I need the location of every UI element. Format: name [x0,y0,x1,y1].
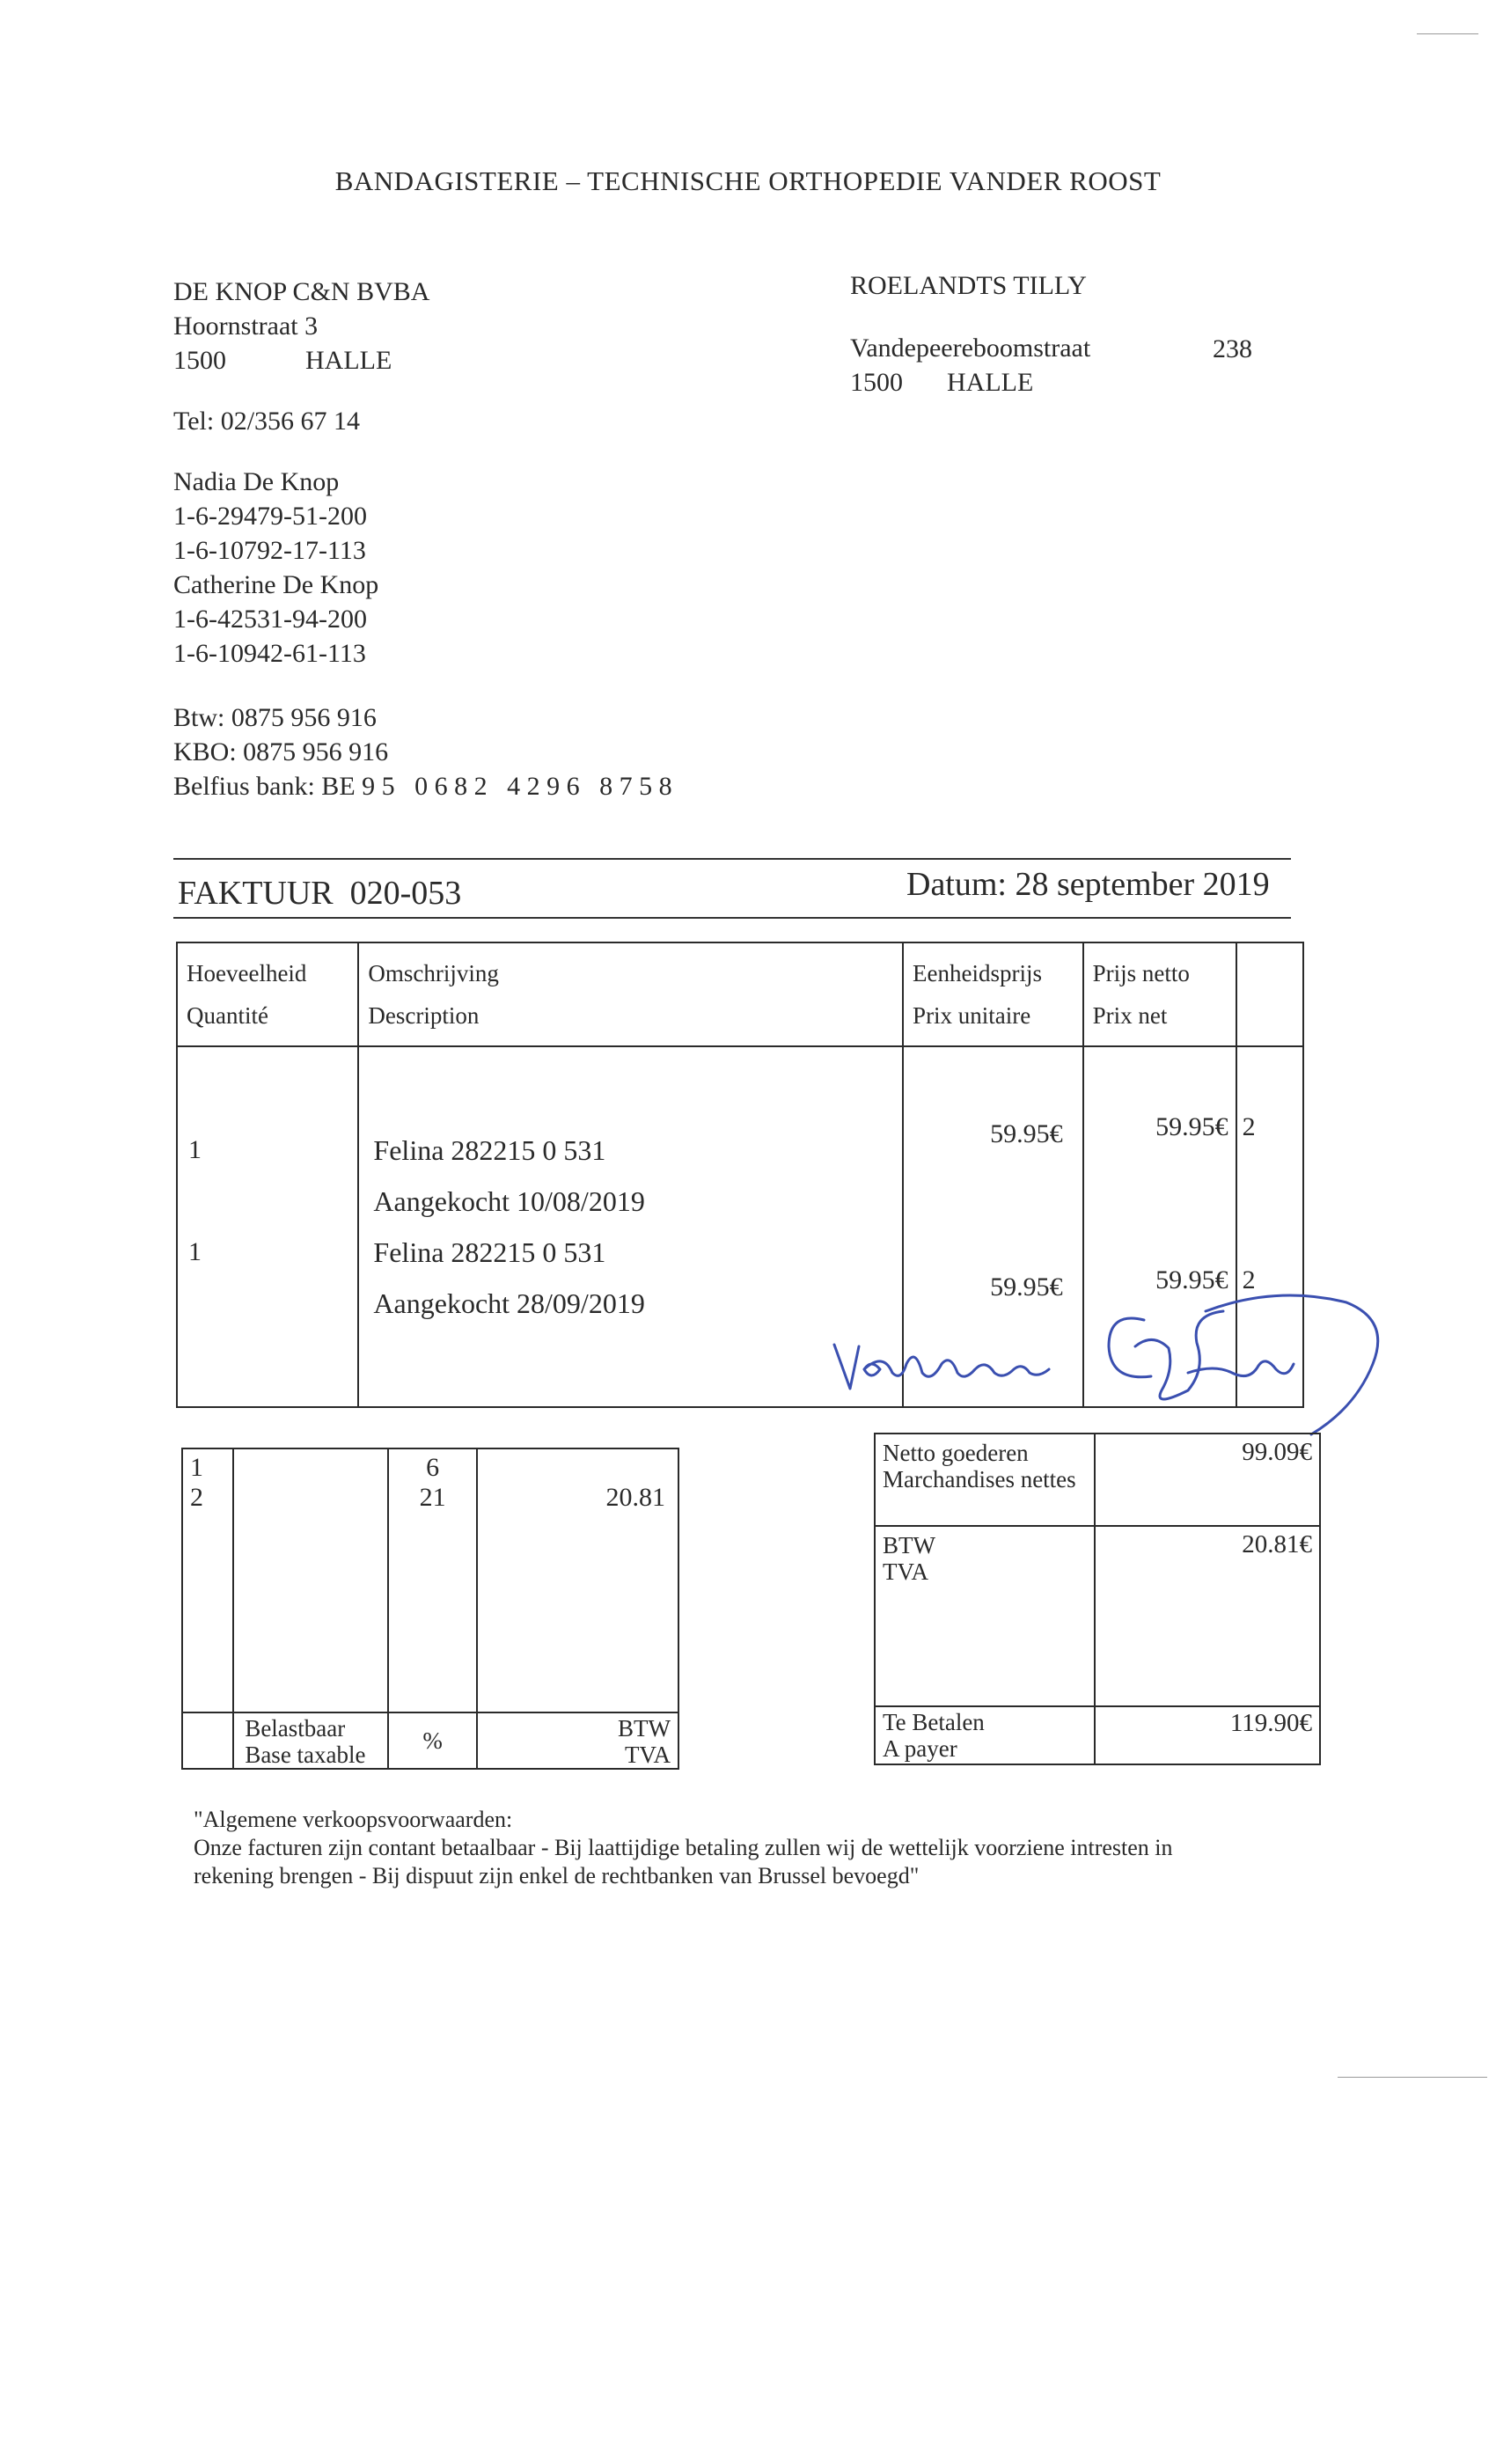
items-header-row [177,942,1303,1046]
item-vat-code: 2 [1242,1265,1256,1294]
supplier-name: DE KNOP C&N BVBA [173,277,430,306]
vat-body-row [182,1448,678,1712]
header-net-price [1083,942,1236,1046]
invoice-title [178,874,461,913]
item-net-price: 59.95€ [1155,1265,1228,1294]
customer-block [850,268,1090,400]
btw-label: BTW [618,1715,671,1742]
terms-line: Onze facturen zijn contant betaalbaar - Bij laattijdige betaling zullen wij de wettelijk voorziene intresten in [194,1835,1173,1860]
contact-number: 1-6-42531-94-200 [173,605,367,634]
supplier-kbo: KBO: 0875 956 916 [173,737,389,766]
header-vat-code [1236,942,1303,1046]
contact-name: Catherine De Knop [173,570,379,599]
signature-stroke [1206,1295,1378,1434]
totals-vat-label [875,1526,1095,1706]
supplier-city: HALLE [305,346,392,375]
totals-vat-row [875,1526,1320,1706]
item-description: Felina 282215 0 531 [373,1134,606,1166]
signature-stroke [1109,1318,1151,1377]
item-unit-price: 59.95€ [990,1272,1063,1302]
item-description: Felina 282215 0 531 [373,1236,606,1268]
vat-rate: 21 [419,1483,446,1512]
item-vat-code: 2 [1242,1112,1256,1141]
scan-edge-mark [1417,33,1478,34]
contact-number: 1-6-10792-17-113 [173,536,366,565]
vat-footer-pct: % [388,1712,477,1769]
vat-amount: 20.81 [605,1483,665,1512]
vat-rate-cell [388,1448,477,1712]
supplier-tel: Tel: 02/356 67 14 [173,407,361,436]
header-desc-nl: Omschrijving [368,960,499,986]
header-net-fr: Prix net [1092,1002,1168,1029]
to-pay-value: 119.90€ [1229,1709,1312,1737]
net-goods-value: 99.09€ [1242,1438,1312,1466]
customer-city: HALLE [947,368,1034,397]
qty-column [177,1046,358,1407]
vat-label-fr: TVA [883,1558,929,1585]
totals-net-row [875,1434,1320,1526]
to-pay-nl: Te Betalen [883,1709,985,1735]
totals-net-label [875,1434,1095,1526]
invoice-label: FAKTUUR [178,875,334,912]
terms-heading: "Algemene verkoopsvoorwaarden: [194,1807,513,1832]
customer-name: ROELANDTS TILLY [850,271,1087,300]
supplier-btw: Btw: 0875 956 916 [173,703,377,732]
customer-street: Vandepeereboomstraat [850,334,1091,363]
customer-street-line [850,331,1090,365]
supplier-block [173,275,672,803]
supplier-street: Hoornstraat 3 [173,312,319,341]
item-purchase-date: Aangekocht 10/08/2019 [373,1185,645,1217]
customer-house-number: 238 [1213,334,1252,363]
terms-line: rekening brengen - Bij dispuut zijn enkel de rechtbanken van Brussel bevoegd" [194,1863,920,1888]
letterhead-title: BANDAGISTERIE – TECHNISCHE ORTHOPEDIE VANDER ROOST [334,165,1162,196]
header-unit-fr: Prix unitaire [913,1002,1031,1029]
contact-number: 1-6-10942-61-113 [173,639,366,668]
totals-pay-label [875,1706,1095,1764]
header-desc-fr: Description [368,1002,480,1029]
vat-breakdown-table [181,1448,679,1770]
customer-postcode: 1500 [850,368,903,397]
signature-stroke [834,1345,859,1389]
to-pay-fr: A payer [883,1735,957,1762]
vat-base-cell [233,1448,388,1712]
header-unit-price [903,942,1083,1046]
signature-stroke [864,1357,1049,1376]
vat-label-nl: BTW [883,1532,935,1558]
totals-net-value-cell [1095,1434,1320,1526]
tva-label: TVA [624,1742,671,1768]
header-net-nl: Prijs netto [1092,960,1190,986]
item-qty: 1 [188,1237,202,1266]
supplier-postcode: 1500 [173,346,226,375]
header-unit-nl: Eenheidsprijs [913,960,1043,986]
totals-pay-row [875,1706,1320,1764]
vat-rate: 6 [426,1453,440,1482]
vat-footer-btw [477,1712,678,1769]
contact-number: 1-6-29479-51-200 [173,502,367,531]
terms-block [194,1806,1173,1890]
header-description [358,942,903,1046]
item-qty: 1 [188,1135,202,1164]
item-net-price: 59.95€ [1155,1112,1228,1141]
invoice-date: Datum: 28 september 2019 [906,866,1270,903]
signature-stroke [1135,1311,1223,1399]
scan-edge-mark [1338,2077,1487,2078]
vat-code: 1 [190,1453,203,1482]
divider [173,917,1291,919]
vat-footer-base [233,1712,388,1769]
vat-code-cell [182,1448,233,1712]
contact-name: Nadia De Knop [173,467,340,496]
bank-account: 0 6 8 2 4 2 9 6 8 7 5 8 [414,772,672,801]
base-label-fr: Base taxable [245,1742,366,1768]
net-goods-fr: Marchandises nettes [883,1466,1076,1492]
vat-footer-row [182,1712,678,1769]
totals-vat-value-cell [1095,1526,1320,1706]
totals-pay-value-cell [1095,1706,1320,1764]
invoice-number: 020-053 [349,875,462,912]
net-goods-nl: Netto goederen [883,1440,1029,1466]
supplier-bank [173,769,672,803]
vat-value: 20.81€ [1242,1530,1312,1558]
item-purchase-date: Aangekocht 28/09/2019 [373,1287,645,1319]
divider [173,858,1291,860]
vat-amount-cell [477,1448,678,1712]
base-label-nl: Belastbaar [245,1715,346,1742]
item-unit-price: 59.95€ [990,1119,1063,1148]
header-qty-nl: Hoeveelheid [187,960,307,986]
vat-footer-empty [182,1712,233,1769]
customer-city-line [850,365,1090,400]
header-quantity [177,942,358,1046]
vat-code: 2 [190,1483,203,1512]
signature-stroke [1188,1361,1294,1376]
bank-label: Belfius bank: BE 9 5 [173,772,395,801]
header-qty-fr: Quantité [187,1002,268,1029]
supplier-city-line [173,343,672,378]
totals-table [874,1433,1321,1765]
